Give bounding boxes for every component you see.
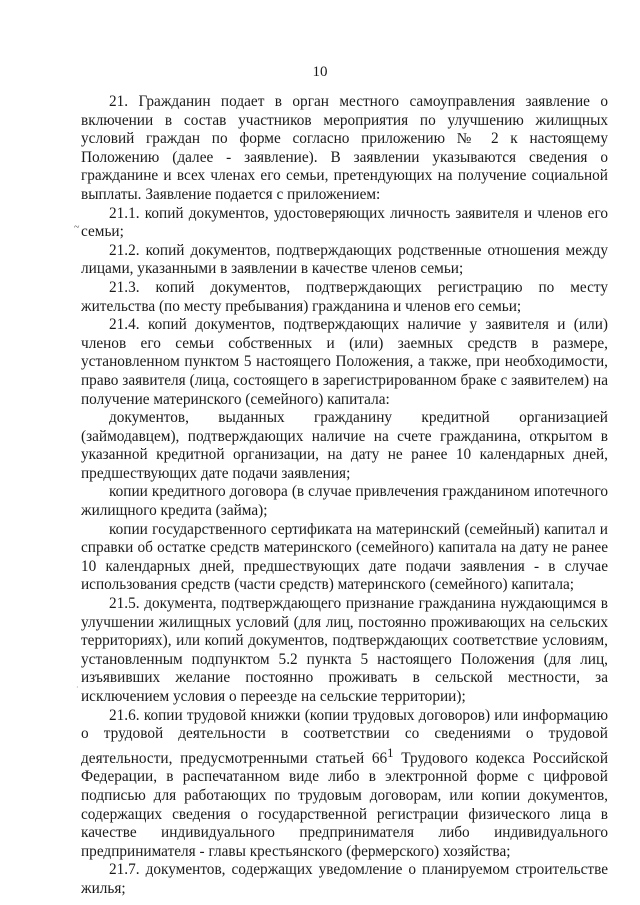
- paragraph-21-4-maternity-capital: копии государственного сертификата на материнский (семейный) капитал и справки об остатке средств материнского (семейного) капитала на дату не ранее 10 календарных дней, предшествующих дате подачи заявления - в случае использования средств (части средств) материнского (семейного) капитала;: [81, 520, 608, 594]
- paragraph-21-1: 21.1. копий документов, удостоверяющих личность заявителя и членов его семьи;: [81, 204, 608, 241]
- paragraph-21-6: 21.6. копии трудовой книжки (копии трудовых договоров) или информацию о трудовой деятельности в соответствии со сведениями о трудовой деятельности, предусмотренными статьей $66^1$ Трудового кодекса Российской Федерации, в распечатанном виде либо в электронной форме с цифровой подписью для работающих по трудовым договорам, или копии документов, содержащих сведения о государственной регистрации физического лица в качестве индивидуального предпринимателя либо индивидуального предпринимателя - главы крестьянского (фермерского) хозяйства;: [81, 706, 609, 860]
- document-body: [81, 93, 608, 899]
- page-number: 10: [312, 64, 328, 80]
- scan-dot: ·: [76, 683, 79, 692]
- scan-mark: ~: [74, 222, 80, 233]
- paragraph-21-4: 21.4. копий документов, подтверждающих наличие у заявителя и (или) членов его семьи собственных и (или) заемных средств в размере, установленном пунктом 5 настоящего Положения, а также, при необходимости, право заявителя (лица, состоящего в зарегистрированном браке с заявителем) на получение материнского (семейного) капитала:: [81, 316, 608, 408]
- paragraph-21-2: 21.2. копий документов, подтверждающих родственные отношения между лицами, указанными в заявлении в качестве членов семьи;: [81, 241, 608, 278]
- paragraph-21-4-credit-docs: документов, выданных гражданину кредитной организацией (займодавцем), подтверждающих наличие на счете гражданина, открытом в указанной кредитной организации, на дату не ранее 10 календарных дней, предшествующих дате подачи заявления;: [81, 409, 608, 482]
- paragraph-21-3: 21.3. копий документов, подтверждающих регистрацию по месту жительства (по месту пребывания) гражданина и членов его семьи;: [81, 278, 608, 315]
- paragraph-21: 21. Гражданин подает в орган местного самоуправления заявление о включении в состав участников мероприятия по улучшению жилищных условий граждан по форме согласно приложению № 2 к настоящему Положению (далее - заявление). В заявлении указываются сведения о гражданине и всех членах его семьи, претендующих на получение социальной выплаты. Заявление подается с приложением:: [81, 93, 608, 203]
- paragraph-21-5: 21.5. документа, подтверждающего признание гражданина нуждающимся в улучшении жилищных условий (для лиц, постоянно проживающих на сельских территориях), или копий документов, подтверждающих соответствие условиям, установленным подпунктом 5.2 пункта 5 настоящего Положения (для лиц, изъявивших желание постоянно проживать в сельской местности, за исключением условия о переезде на сельские территории);: [81, 595, 608, 705]
- paragraph-21-4-loan-contract: копии кредитного договора (в случае привлечения гражданином ипотечного жилищного кредита (займа);: [81, 483, 608, 520]
- paragraph-21-7: 21.7. документов, содержащих уведомление о планируемом строительстве жилья;: [81, 861, 608, 898]
